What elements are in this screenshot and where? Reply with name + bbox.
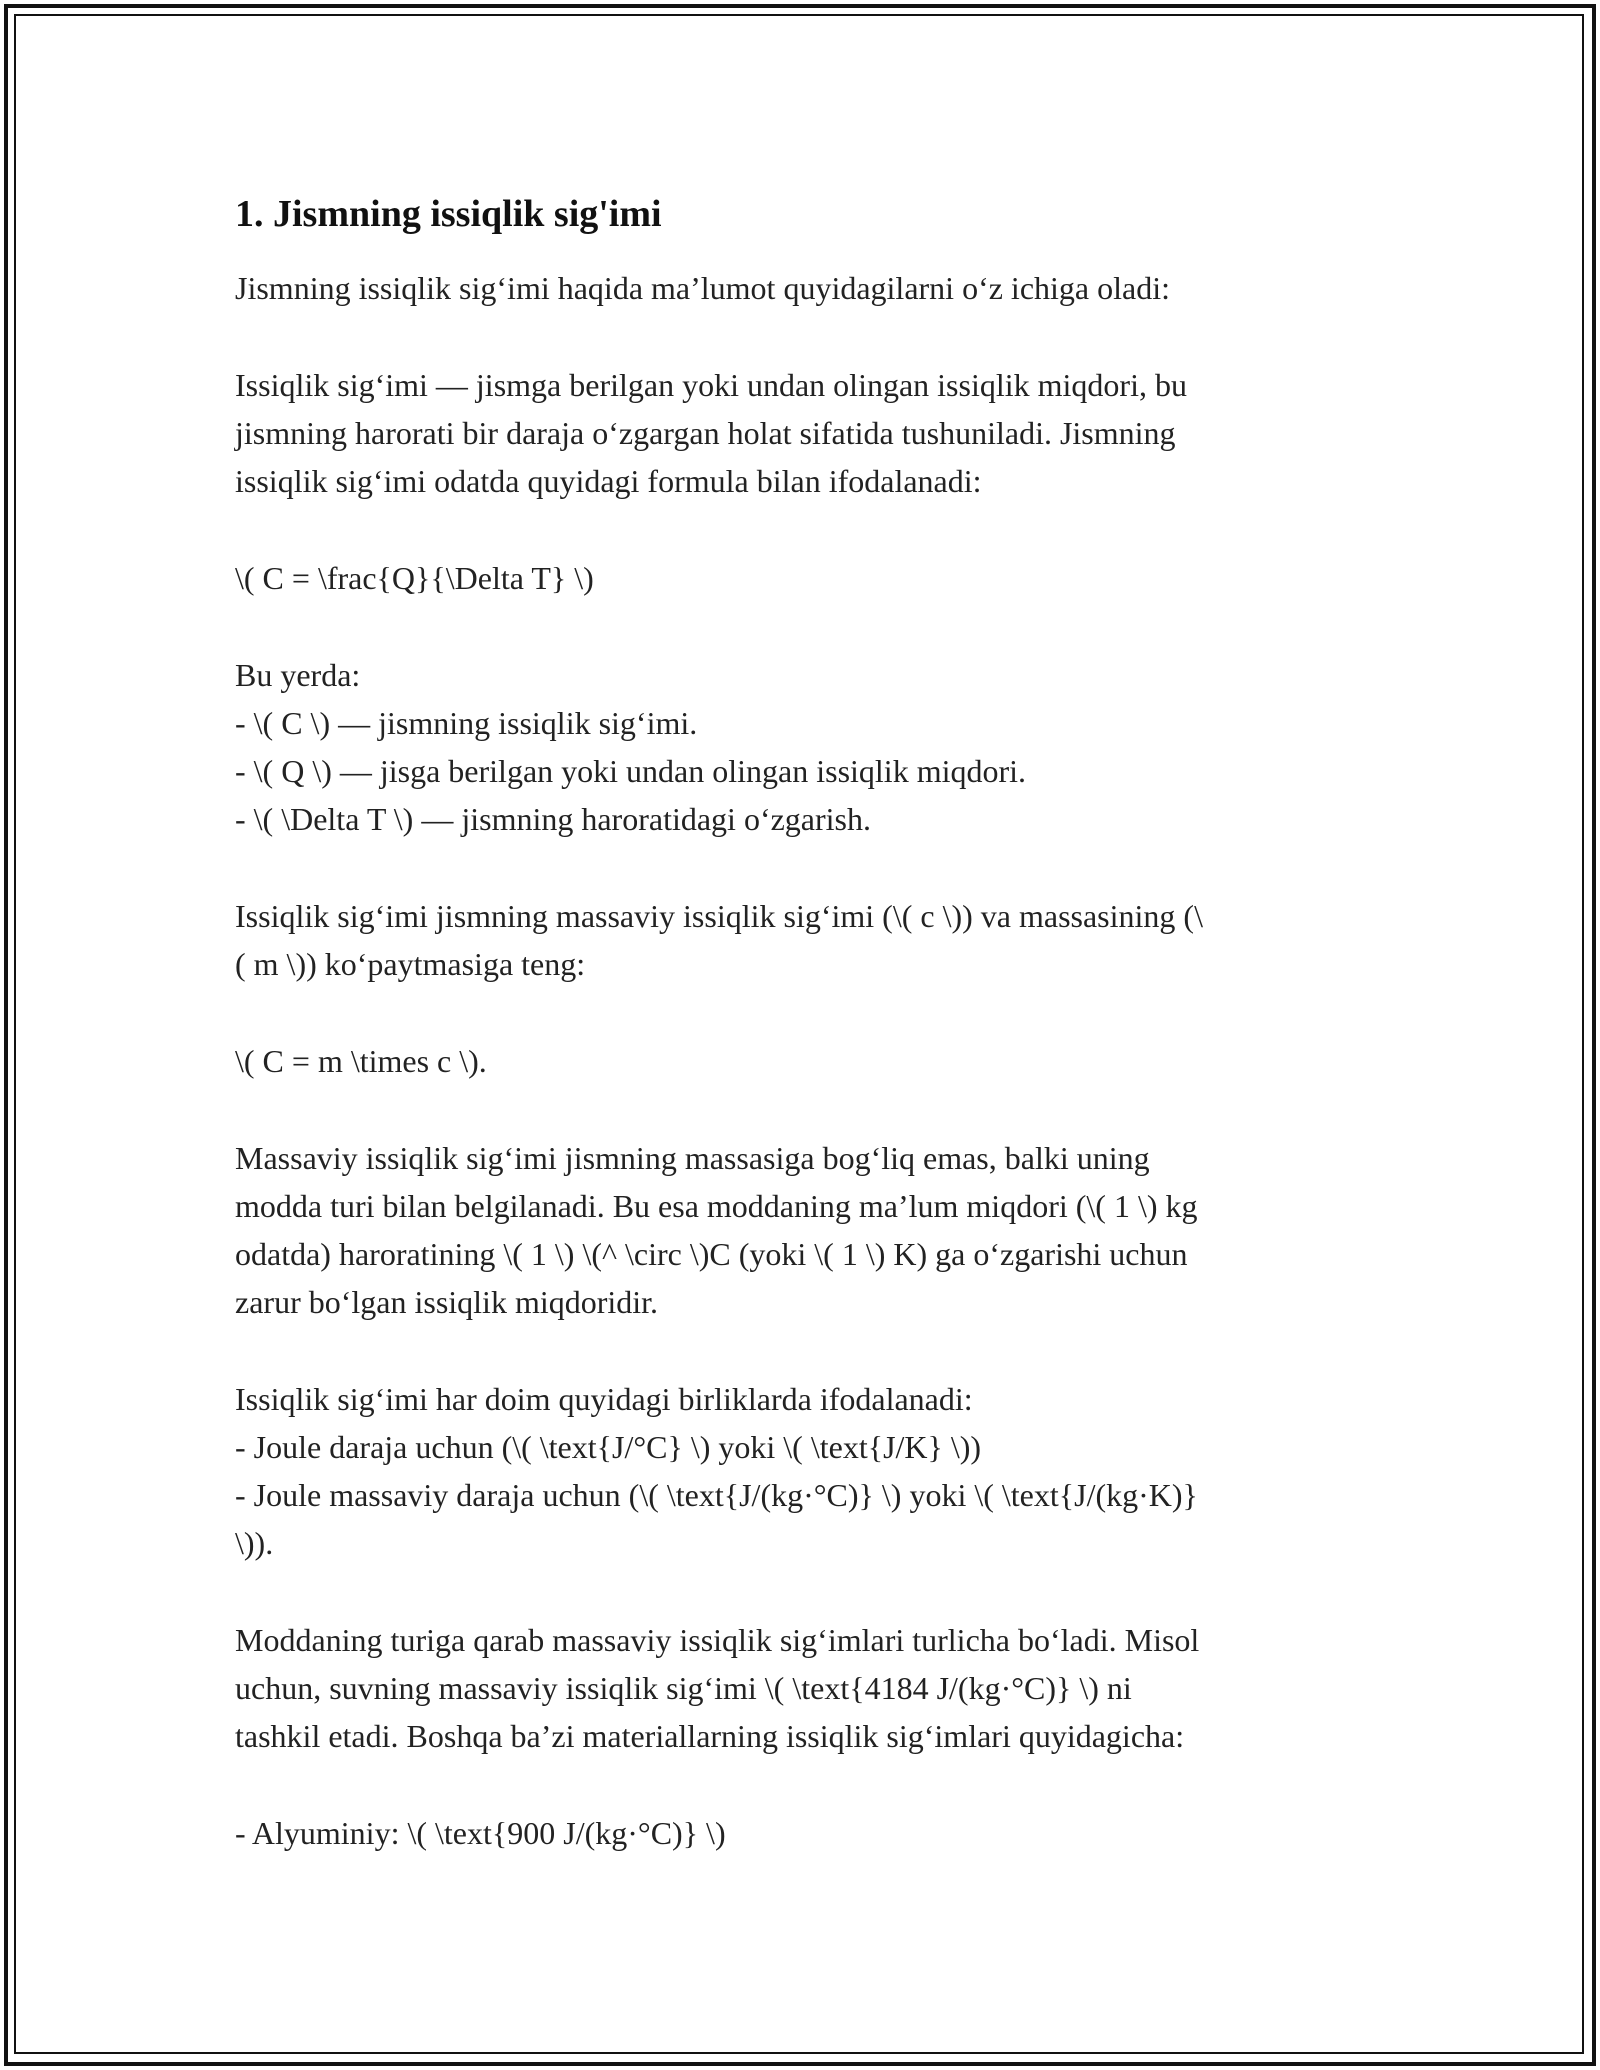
list-item: - \( C \) — jismning issiqlik sig‘imi.: [235, 705, 698, 741]
mass-paragraph: [235, 892, 1355, 988]
text-line: modda turi bilan belgilanadi. Bu esa moddaning ma’lum miqdori (\( 1 \) kg: [235, 1188, 1198, 1224]
list-item: - Joule massaviy daraja uchun (\( \text{J/(kg·°C)} \) yoki \( \text{J/(kg·K)}: [235, 1477, 1198, 1513]
text-line: Issiqlik sig‘imi — jismga berilgan yoki undan olingan issiqlik miqdori, bu: [235, 367, 1187, 403]
section-heading: 1. Jismning issiqlik sig'imi: [235, 193, 662, 235]
formula-heat-capacity: \( C = \frac{Q}{\Delta T} \): [235, 560, 594, 596]
text-line: issiqlik sig‘imi odatda quyidagi formula bilan ifodalanadi:: [235, 463, 982, 499]
paragraph-gap: [235, 988, 1355, 1037]
text-line: \)).: [235, 1525, 274, 1561]
paragraph-gap: [235, 1326, 1355, 1375]
text-line: Issiqlik sig‘imi jismning massaviy issiqlik sig‘imi (\( c \)) va massasining (\: [235, 898, 1203, 934]
variable-definitions: [235, 651, 1355, 843]
paragraph-gap: [235, 1085, 1355, 1134]
paragraph-gap: [235, 843, 1355, 892]
paragraph-gap: [235, 1760, 1355, 1809]
specific-heat-paragraph: [235, 1134, 1355, 1326]
document-body: [235, 190, 1355, 1857]
text-line: odatda) haroratining \( 1 \) \(^ \circ \)C (yoki \( 1 \) K) ga o‘zgarishi uchun: [235, 1236, 1188, 1272]
intro-paragraph: Jismning issiqlik sig‘imi haqida ma’lumot quyidagilarni o‘z ichiga oladi:: [235, 270, 1170, 306]
list-item: - \( Q \) — jisga berilgan yoki undan olingan issiqlik miqdori.: [235, 753, 1027, 789]
text-line: Bu yerda:: [235, 657, 361, 693]
paragraph-gap: [235, 312, 1355, 361]
text-line: ( m \)) ko‘paytmasiga teng:: [235, 946, 586, 982]
list-item-aluminium: - Alyuminiy: \( \text{900 J/(kg·°C)} \): [235, 1815, 726, 1851]
units-paragraph: [235, 1375, 1355, 1567]
text-line: Massaviy issiqlik sig‘imi jismning massasiga bog‘liq emas, balki uning: [235, 1140, 1150, 1176]
text-line: Moddaning turiga qarab massaviy issiqlik sig‘imlari turlicha bo‘ladi. Misol: [235, 1622, 1200, 1658]
definition-paragraph: [235, 361, 1355, 505]
paragraph-gap: [235, 602, 1355, 651]
text-line: Issiqlik sig‘imi har doim quyidagi birliklarda ifodalanadi:: [235, 1381, 973, 1417]
text-line: tashkil etadi. Boshqa ba’zi materiallarning issiqlik sig‘imlari quyidagicha:: [235, 1718, 1185, 1754]
text-line: zarur bo‘lgan issiqlik miqdoridir.: [235, 1284, 659, 1320]
text-line: jismning harorati bir daraja o‘zgargan holat sifatida tushuniladi. Jismning: [235, 415, 1176, 451]
materials-paragraph: [235, 1616, 1355, 1760]
list-item: - \( \Delta T \) — jismning haroratidagi o‘zgarish.: [235, 801, 871, 837]
paragraph-gap: [235, 505, 1355, 554]
list-item: - Joule daraja uchun (\( \text{J/°C} \) yoki \( \text{J/K} \)): [235, 1429, 982, 1465]
paragraph-gap: [235, 1567, 1355, 1616]
text-line: uchun, suvning massaviy issiqlik sig‘imi \( \text{4184 J/(kg·°C)} \) ni: [235, 1670, 1132, 1706]
formula-mass-product: \( C = m \times c \).: [235, 1043, 487, 1079]
